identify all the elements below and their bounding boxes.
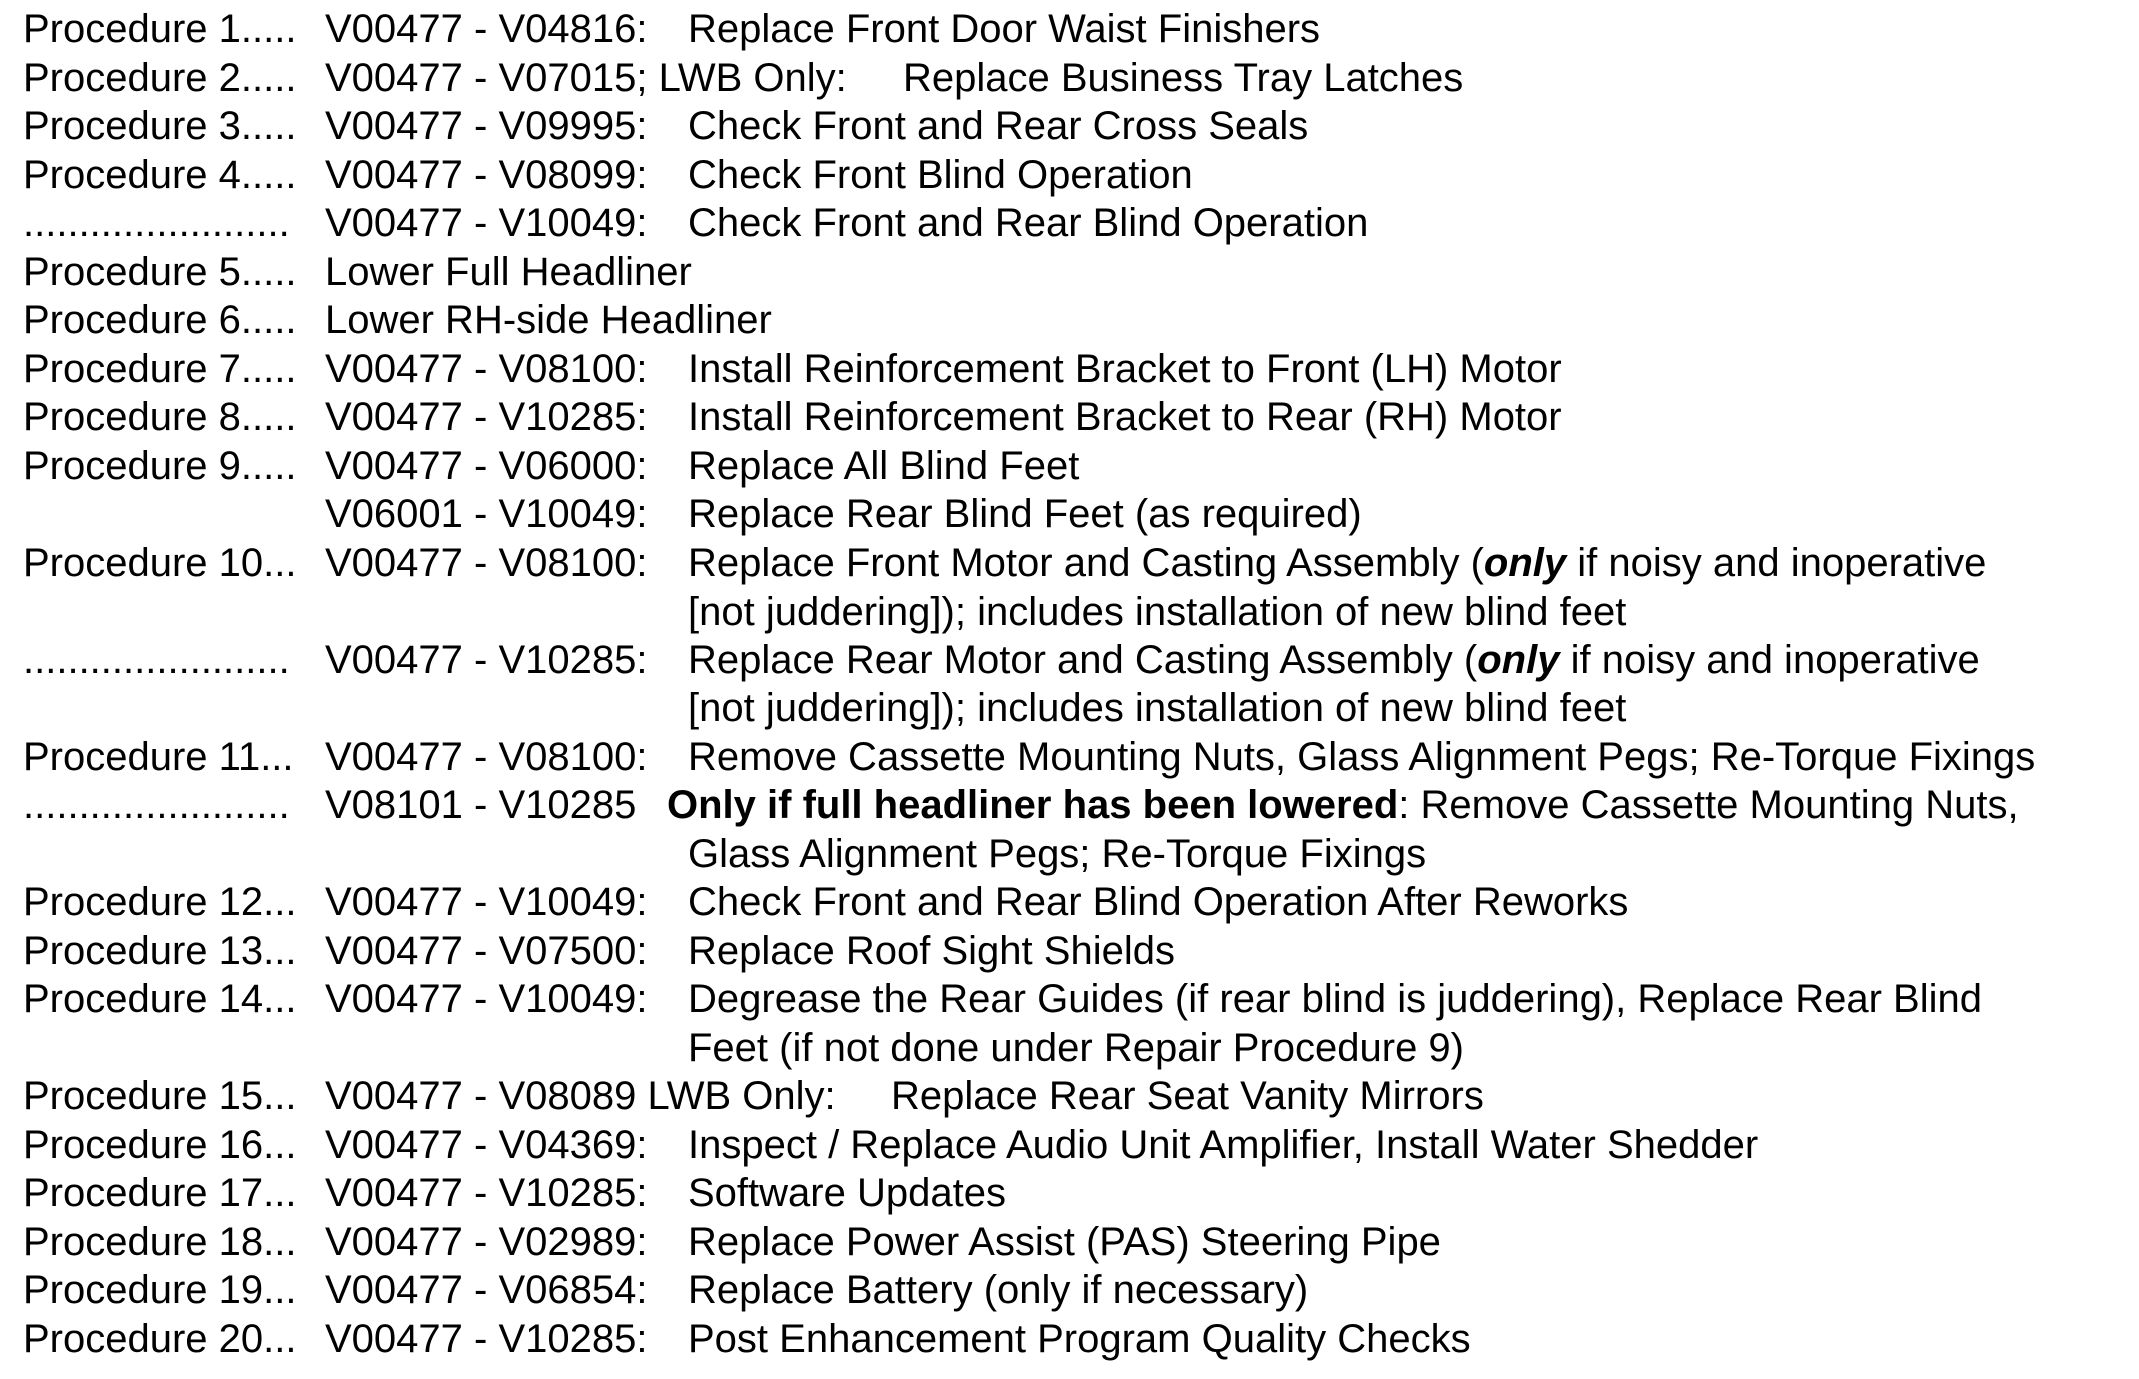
- procedure-description: Lower RH-side Headliner: [325, 298, 772, 342]
- vin-range: V00477 - V10285:: [325, 395, 648, 439]
- procedure-row-continuation: [0, 588, 2139, 636]
- vin-range: V00477 - V06000:: [325, 444, 648, 488]
- procedure-description: Inspect / Replace Audio Unit Amplifier, Install Water Shedder: [688, 1123, 1759, 1167]
- procedure-description: Replace Battery (only if necessary): [688, 1268, 1309, 1312]
- procedure-description: Post Enhancement Program Quality Checks: [688, 1317, 1471, 1361]
- procedure-number: Procedure 12...: [23, 880, 297, 924]
- procedure-description: Check Front and Rear Cross Seals: [688, 104, 1309, 148]
- procedure-number: Procedure 18...: [23, 1220, 297, 1264]
- procedure-description: [667, 781, 2019, 829]
- description-text: Replace Rear Motor and Casting Assembly (: [688, 638, 1478, 682]
- vin-range: V08101 - V10285: [325, 783, 637, 827]
- procedure-row: [0, 490, 2139, 538]
- vin-range: V00477 - V10285:: [325, 1171, 648, 1215]
- vin-range: V00477 - V08099:: [325, 153, 648, 197]
- vin-range: V00477 - V02989:: [325, 1220, 648, 1264]
- vin-range: V00477 - V07500:: [325, 929, 648, 973]
- vin-range: V00477 - V10049:: [325, 880, 648, 924]
- vin-range: V00477 - V06854:: [325, 1268, 648, 1312]
- description-text: if noisy and inoperative: [1559, 638, 1980, 682]
- vin-range: V06001 - V10049:: [325, 492, 648, 536]
- vin-range: V00477 - V08089 LWB Only:: [325, 1074, 836, 1118]
- procedure-number: Procedure 1.....: [23, 7, 297, 51]
- procedure-row: [0, 1121, 2139, 1169]
- procedure-row-continuation: [0, 830, 2139, 878]
- procedure-number: Procedure 19...: [23, 1268, 297, 1312]
- procedure-number: Procedure 17...: [23, 1171, 297, 1215]
- procedure-description: Remove Cassette Mounting Nuts, Glass Alignment Pegs; Re-Torque Fixings: [688, 735, 2036, 779]
- vin-range: V00477 - V04816:: [325, 7, 648, 51]
- procedure-row: [0, 296, 2139, 344]
- procedure-number: Procedure 2.....: [23, 56, 297, 100]
- procedure-description: Lower Full Headliner: [325, 250, 692, 294]
- procedure-number: Procedure 9.....: [23, 444, 297, 488]
- vin-range: V00477 - V10049:: [325, 977, 648, 1021]
- condition-text: Only if full headliner has been lowered: [667, 783, 1399, 827]
- procedure-row: [0, 733, 2139, 781]
- procedure-row: [0, 1266, 2139, 1314]
- procedure-description: Check Front and Rear Blind Operation After Reworks: [688, 880, 1629, 924]
- procedure-description: Glass Alignment Pegs; Re-Torque Fixings: [688, 832, 1427, 876]
- procedure-number: ........................: [23, 638, 290, 682]
- procedure-number: ........................: [23, 201, 290, 245]
- procedure-row: [0, 539, 2139, 587]
- procedure-row: [0, 151, 2139, 199]
- procedure-number: Procedure 6.....: [23, 298, 297, 342]
- procedure-number: ........................: [23, 783, 290, 827]
- procedure-number: Procedure 10...: [23, 541, 297, 585]
- procedure-number: Procedure 11...: [23, 735, 294, 779]
- procedure-description: Check Front Blind Operation: [688, 153, 1193, 197]
- procedure-description: Feet (if not done under Repair Procedure 9): [688, 1026, 1464, 1070]
- procedure-row: [0, 5, 2139, 53]
- procedure-row: [0, 248, 2139, 296]
- procedure-row-continuation: [0, 684, 2139, 732]
- vin-range: V00477 - V08100:: [325, 735, 648, 779]
- procedure-row: [0, 1315, 2139, 1363]
- procedure-row: [0, 975, 2139, 1023]
- description-text: if noisy and inoperative: [1566, 541, 1987, 585]
- procedure-description: Replace Front Door Waist Finishers: [688, 7, 1321, 51]
- procedure-description: Replace All Blind Feet: [688, 444, 1080, 488]
- procedure-row: [0, 927, 2139, 975]
- procedure-description: [688, 539, 1986, 587]
- procedure-description: Software Updates: [688, 1171, 1006, 1215]
- procedure-number: Procedure 14...: [23, 977, 297, 1021]
- procedure-number: Procedure 20...: [23, 1317, 297, 1361]
- vin-range: V00477 - V10285:: [325, 638, 648, 682]
- emphasis-text: only: [1477, 638, 1560, 682]
- procedure-description: Replace Roof Sight Shields: [688, 929, 1175, 973]
- vin-range: V00477 - V07015; LWB Only:: [325, 56, 847, 100]
- procedure-row: [0, 199, 2139, 247]
- procedure-description: [not juddering]); includes installation of new blind feet: [688, 590, 1627, 634]
- procedure-description: Replace Rear Seat Vanity Mirrors: [891, 1074, 1484, 1118]
- procedure-number: Procedure 8.....: [23, 395, 297, 439]
- procedure-row: [0, 102, 2139, 150]
- vin-range: V00477 - V09995:: [325, 104, 648, 148]
- procedure-description: [688, 636, 1980, 684]
- procedure-number: Procedure 7.....: [23, 347, 297, 391]
- procedure-row-continuation: [0, 1024, 2139, 1072]
- procedure-row: [0, 781, 2139, 829]
- vin-range: V00477 - V10049:: [325, 201, 648, 245]
- procedure-description: Replace Rear Blind Feet (as required): [688, 492, 1362, 536]
- procedure-number: Procedure 4.....: [23, 153, 297, 197]
- procedure-row: [0, 442, 2139, 490]
- procedure-number: Procedure 5.....: [23, 250, 297, 294]
- vin-range: V00477 - V10285:: [325, 1317, 648, 1361]
- procedure-row: [0, 878, 2139, 926]
- procedure-row: [0, 1072, 2139, 1120]
- procedure-description: Degrease the Rear Guides (if rear blind is juddering), Replace Rear Blind: [688, 977, 1982, 1021]
- description-text: Replace Front Motor and Casting Assembly (: [688, 541, 1484, 585]
- procedure-number: Procedure 13...: [23, 929, 297, 973]
- procedure-row: [0, 1218, 2139, 1266]
- procedure-row: [0, 636, 2139, 684]
- procedure-row: [0, 345, 2139, 393]
- procedure-description: Install Reinforcement Bracket to Front (LH) Motor: [688, 347, 1562, 391]
- vin-range: V00477 - V08100:: [325, 347, 648, 391]
- procedure-number: Procedure 15...: [23, 1074, 297, 1118]
- procedure-row: [0, 1169, 2139, 1217]
- procedure-number: Procedure 3.....: [23, 104, 297, 148]
- vin-range: V00477 - V08100:: [325, 541, 648, 585]
- description-text: : Remove Cassette Mounting Nuts,: [1398, 783, 2019, 827]
- procedure-description: Check Front and Rear Blind Operation: [688, 201, 1369, 245]
- procedure-description: Replace Power Assist (PAS) Steering Pipe: [688, 1220, 1441, 1264]
- vin-range: V00477 - V04369:: [325, 1123, 648, 1167]
- procedure-row: [0, 393, 2139, 441]
- procedure-number: Procedure 16...: [23, 1123, 297, 1167]
- procedure-description: Install Reinforcement Bracket to Rear (RH) Motor: [688, 395, 1562, 439]
- emphasis-text: only: [1483, 541, 1567, 585]
- procedure-description: Replace Business Tray Latches: [903, 56, 1464, 100]
- procedure-description: [not juddering]); includes installation of new blind feet: [688, 686, 1627, 730]
- procedure-row: [0, 54, 2139, 102]
